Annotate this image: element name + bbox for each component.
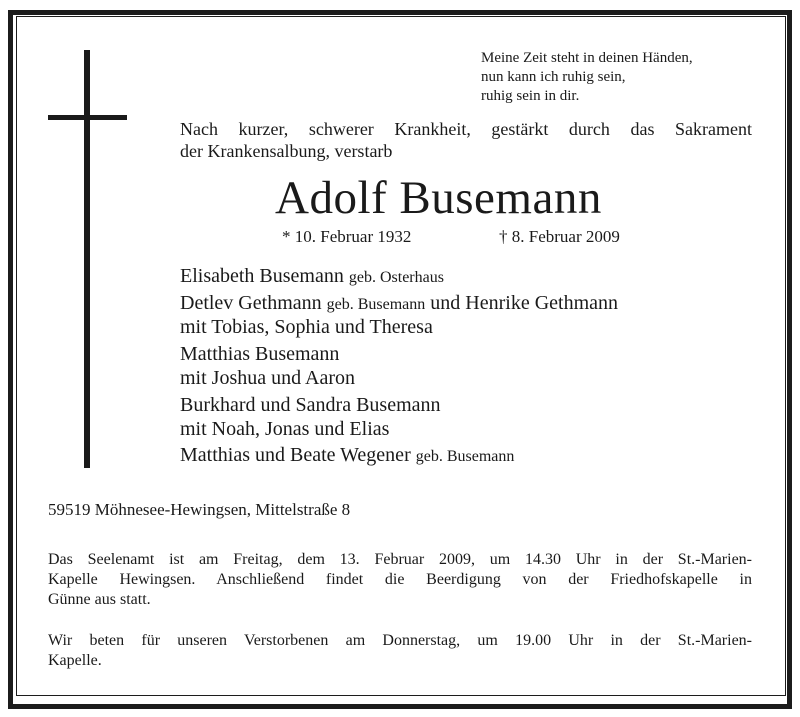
family-entry xyxy=(180,366,355,390)
birth-date: * 10. Februar 1932 xyxy=(282,227,412,246)
family-entry xyxy=(180,393,441,417)
family-name: Elisabeth Busemann xyxy=(180,265,344,287)
address: 59519 Möhnesee-Hewingsen, Mittelstraße 8 xyxy=(48,500,351,519)
prayer-line: Wir beten für unseren Verstorbenen am Donnerstag, um 19.00 Uhr in der St.-Marien- xyxy=(48,632,752,649)
family-entry xyxy=(180,264,444,290)
funeral-line: Kapelle Hewingsen. Anschließend findet die Beerdigung von der Friedhofskapelle in xyxy=(48,571,752,588)
family-name: mit Joshua und Aaron xyxy=(180,367,355,389)
funeral-paragraph xyxy=(48,550,752,610)
cross-icon xyxy=(84,50,90,468)
intro-line-1: Nach kurzer, schwerer Krankheit, gestärkt durch das Sakrament xyxy=(180,119,752,139)
quote-line-3: ruhig sein in dir. xyxy=(481,88,580,104)
family-entry xyxy=(180,443,514,469)
quote-line-1: Meine Zeit steht in deinen Händen, xyxy=(481,50,693,66)
family-name: Detlev Gethmann xyxy=(180,292,322,314)
family-note: geb. Busemann xyxy=(415,448,515,465)
family-entry xyxy=(180,315,433,339)
family-note: geb. Busemann xyxy=(326,296,426,313)
family-name: Burkhard und Sandra Busemann xyxy=(180,394,441,416)
quote-line-2: nun kann ich ruhig sein, xyxy=(481,69,626,85)
cross-icon-bar xyxy=(48,115,127,120)
funeral-line: Günne aus statt. xyxy=(48,591,151,608)
deceased-name: Adolf Busemann xyxy=(275,172,602,224)
prayer-line: Kapelle. xyxy=(48,652,102,669)
family-name: Matthias Busemann xyxy=(180,343,340,365)
intro-line-2: der Krankensalbung, verstarb xyxy=(180,141,393,161)
family-rest: und Henrike Gethmann xyxy=(430,292,619,314)
family-entry xyxy=(180,342,339,366)
funeral-line: Das Seelenamt ist am Freitag, dem 13. Februar 2009, um 14.30 Uhr in der St.-Marien- xyxy=(48,551,752,568)
family-name: Matthias und Beate Wegener xyxy=(180,444,411,466)
prayer-paragraph xyxy=(48,631,752,671)
family-name: mit Noah, Jonas und Elias xyxy=(180,418,390,440)
death-date: † 8. Februar 2009 xyxy=(499,227,620,246)
family-entry xyxy=(180,417,389,441)
family-note: geb. Osterhaus xyxy=(348,269,444,286)
family-entry xyxy=(180,291,618,317)
family-name: mit Tobias, Sophia und Theresa xyxy=(180,316,433,338)
